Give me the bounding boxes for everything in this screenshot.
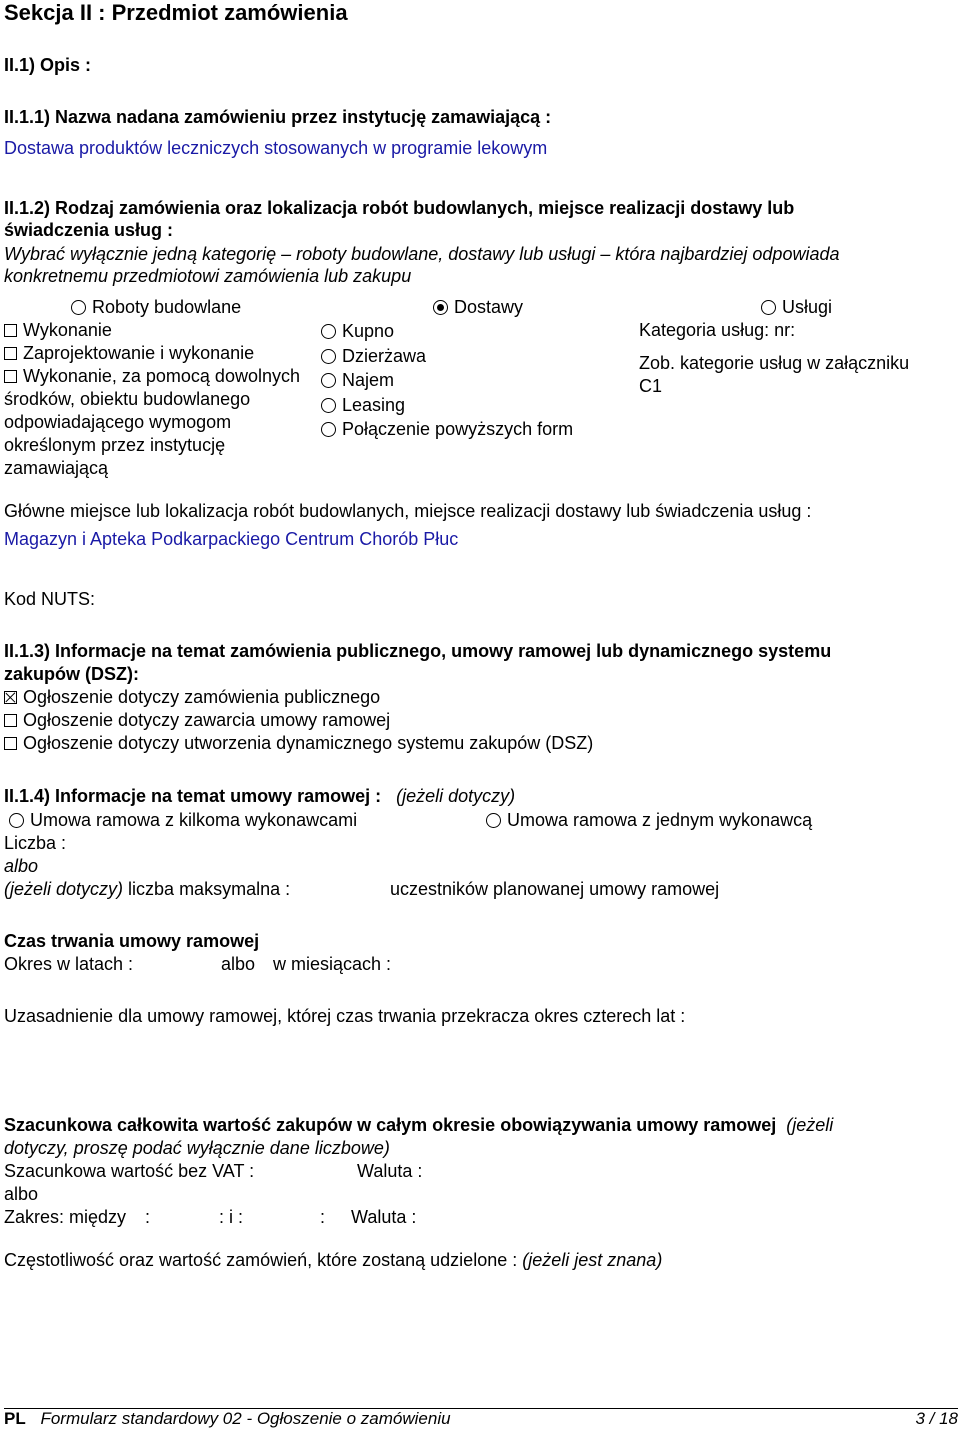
section-title: Sekcja II : Przedmiot zamówienia <box>4 0 348 25</box>
checkbox-icon <box>4 347 17 360</box>
contract-name-value: Dostawa produktów leczniczych stosowanych w programie lekowym <box>4 138 548 158</box>
radio-icon <box>486 813 501 828</box>
range-colon: : <box>145 1207 151 1227</box>
years-label: Okres w latach : <box>4 954 134 974</box>
works-option-any-means-line: określonym przez instytucję <box>4 435 226 455</box>
radio-icon <box>321 398 336 413</box>
instruction-text: Wybrać wyłącznie jedną kategorię – roboty budowlane, dostawy lub usługi – która najbardziej odpowiada <box>4 244 840 264</box>
location-value: Magazyn i Apteka Podkarpackiego Centrum Chorób Płuc <box>4 529 459 549</box>
framework-one-radio[interactable]: Umowa ramowa z jednym wykonawcą <box>486 809 812 831</box>
footer-lang: PL <box>4 1409 26 1428</box>
category-services-radio[interactable]: Usługi <box>761 296 832 318</box>
radio-icon <box>321 349 336 364</box>
max-count-label: (jeżeli dotyczy) liczba maksymalna : <box>4 879 291 899</box>
range-colon: : <box>320 1207 326 1227</box>
participants-text: uczestników planowanej umowy ramowej <box>390 879 720 899</box>
subsection-heading-ii-1-4: II.1.4) Informacje na temat umowy ramowej : (jeżeli dotyczy) <box>4 786 516 806</box>
works-option-any-means-line: środków, obiektu budowlanego <box>4 389 251 409</box>
radio-icon <box>71 300 86 315</box>
works-option-any-means[interactable]: Wykonanie, za pomocą dowolnych <box>4 365 300 387</box>
currency-label: Waluta : <box>351 1207 417 1227</box>
subsection-heading-ii-1-3: II.1.3) Informacje na temat zamówienia publicznego, umowy ramowej lub dynamicznego systemu <box>4 641 832 661</box>
works-option-execution[interactable]: Wykonanie <box>4 319 112 341</box>
radio-icon <box>321 373 336 388</box>
count-label: Liczba : <box>4 833 67 853</box>
range-and-label: : i : <box>219 1207 244 1227</box>
subsection-heading-ii-1-2: II.1.2) Rodzaj zamówienia oraz lokalizacja robót budowlanych, miejsce realizacji dostawy lub <box>4 198 795 218</box>
footer-form-name: Formularz standardowy 02 - Ogłoszenie o zamówieniu <box>40 1409 451 1428</box>
instruction-text-cont: konkretnemu przedmiotowi zamówienia lub zakupu <box>4 266 412 286</box>
months-label: w miesiącach : <box>273 954 392 974</box>
service-category-note: Zob. kategorie usług w załączniku <box>639 353 910 373</box>
category-works-radio[interactable]: Roboty budowlane <box>71 296 241 318</box>
category-supplies-radio[interactable]: Dostawy <box>433 296 523 318</box>
subsection-heading-ii-1-3-cont: zakupów (DSZ): <box>4 664 139 684</box>
supply-option-lease[interactable]: Dzierżawa <box>321 345 426 367</box>
radio-selected-icon <box>433 300 448 315</box>
albo-text: albo <box>4 856 39 876</box>
range-label: Zakres: między <box>4 1207 127 1227</box>
justification-label: Uzasadnienie dla umowy ramowej, której czas trwania przekracza okres czterech lat : <box>4 1006 686 1026</box>
notice-dps-checkbox[interactable]: Ogłoszenie dotyczy utworzenia dynamicznego systemu zakupów (DSZ) <box>4 732 593 754</box>
radio-icon <box>9 813 24 828</box>
radio-icon <box>321 422 336 437</box>
works-option-any-means-line: odpowiadającego wymogom <box>4 412 232 432</box>
notice-framework-checkbox[interactable]: Ogłoszenie dotyczy zawarcia umowy ramowej <box>4 709 390 731</box>
service-category-note-cont: C1 <box>639 376 663 396</box>
location-label: Główne miejsce lub lokalizacja robót budowlanych, miejsce realizacji dostawy lub świadczenia usług : <box>4 501 812 521</box>
radio-icon <box>761 300 776 315</box>
nuts-code-label: Kod NUTS: <box>4 589 96 609</box>
notice-public-contract-checkbox[interactable]: Ogłoszenie dotyczy zamówienia publicznego <box>4 686 380 708</box>
framework-many-radio[interactable]: Umowa ramowa z kilkoma wykonawcami <box>9 809 357 831</box>
subsection-heading-ii-1-1: II.1.1) Nazwa nadana zamówieniu przez instytucję zamawiającą : <box>4 107 552 127</box>
checkbox-icon <box>4 324 17 337</box>
checkbox-icon <box>4 370 17 383</box>
supply-option-rental[interactable]: Najem <box>321 369 394 391</box>
albo-text: albo <box>221 954 256 974</box>
radio-icon <box>321 324 336 339</box>
checkbox-checked-icon <box>4 691 17 704</box>
works-option-any-means-line: zamawiającą <box>4 458 109 478</box>
duration-heading: Czas trwania umowy ramowej <box>4 931 260 951</box>
works-option-design-execution[interactable]: Zaprojektowanie i wykonanie <box>4 342 254 364</box>
checkbox-icon <box>4 714 17 727</box>
value-ex-vat-label: Szacunkowa wartość bez VAT : <box>4 1161 255 1181</box>
subsection-heading-ii-1: II.1) Opis : <box>4 55 92 75</box>
estimate-heading: Szacunkowa całkowita wartość zakupów w całym okresie obowiązywania umowy ramowej (jeżeli <box>4 1115 834 1135</box>
estimate-note: dotyczy, proszę podać wyłącznie dane liczbowe) <box>4 1138 390 1158</box>
service-category-label: Kategoria usług: nr: <box>639 320 796 340</box>
currency-label: Waluta : <box>357 1161 423 1181</box>
page-footer <box>4 1408 958 1429</box>
subsection-heading-ii-1-2-cont: świadczenia usług : <box>4 220 174 240</box>
frequency-label: Częstotliwość oraz wartość zamówień, które zostaną udzielone : (jeżeli jest znana) <box>4 1250 663 1270</box>
footer-page-number: 3 / 18 <box>915 1409 958 1428</box>
supply-option-leasing[interactable]: Leasing <box>321 394 405 416</box>
albo-text: albo <box>4 1184 39 1204</box>
checkbox-icon <box>4 737 17 750</box>
supply-option-purchase[interactable]: Kupno <box>321 320 394 342</box>
supply-option-combination[interactable]: Połączenie powyższych form <box>321 418 573 440</box>
